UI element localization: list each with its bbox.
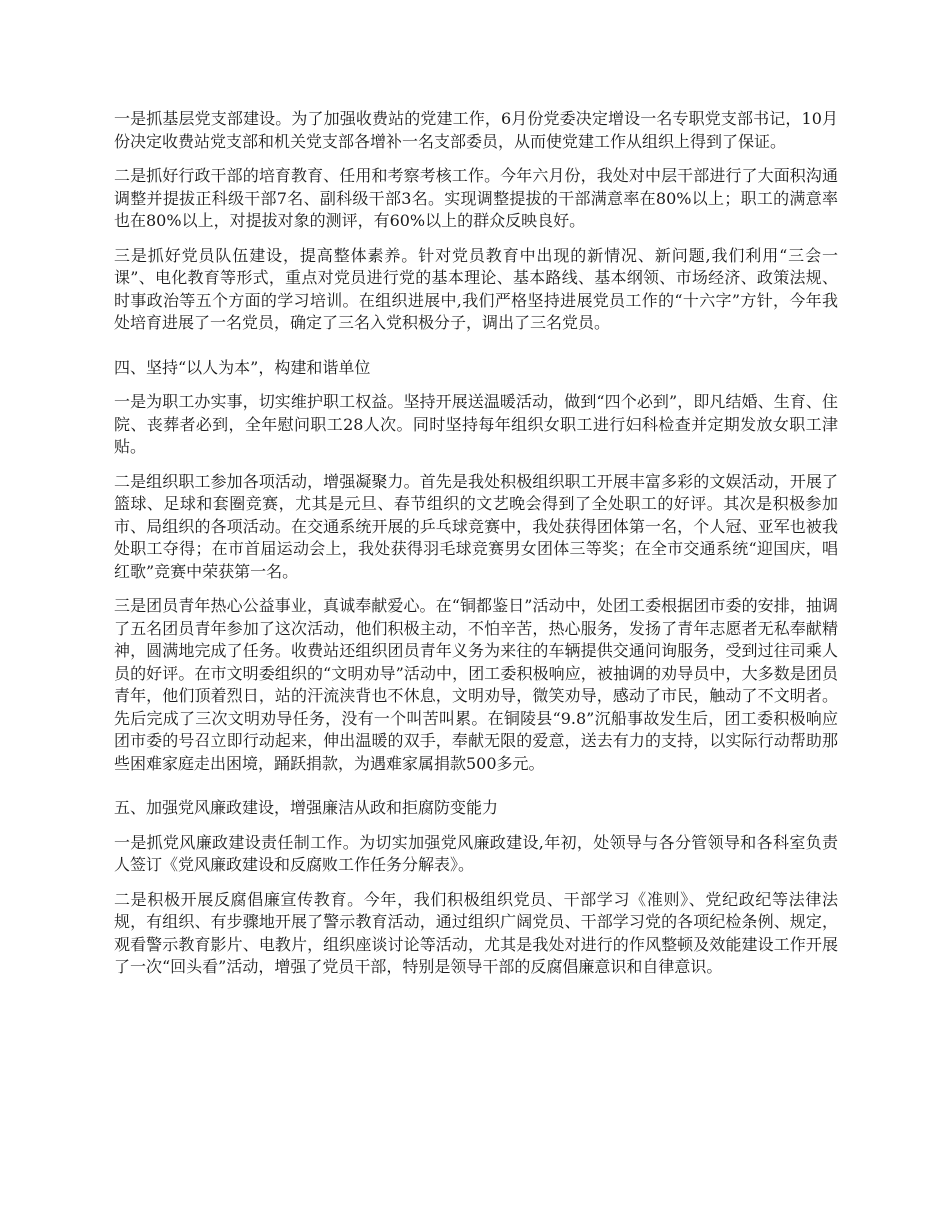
section-heading-integrity: 五、加强党风廉政建设，增强廉洁从政和拒腐防变能力 bbox=[114, 798, 499, 817]
paragraph-responsibility: 一是抓党风廉政建设责任制工作。为切实加强党风廉政建设,年初，处领导与各分管领导和各科室负责人签订《党风廉政建设和反腐败工作任务分解表》。 bbox=[114, 832, 838, 874]
document-page bbox=[114, 108, 838, 991]
section-heading-people-oriented: 四、坚持“以人为本”，构建和谐单位 bbox=[114, 357, 371, 377]
paragraph-cadre-training: 二是抓好行政干部的培育教育、任用和考察考核工作。今年六月份，我处对中层干部进行了大面积沟通调整并提拔正科级干部7名、副科级干部3名。实现调整提拔的干部满意率在80%以上；职工的满意率也在80%以上，对提拔对象的测评，有60%以上的群众反映良好。 bbox=[114, 166, 838, 230]
paragraph-worker-rights: 一是为职工办实事，切实维护职工权益。坚持开展送温暖活动，做到“四个必到”，即凡结婚、生育、住院、丧葬者必到，全年慰问职工28人次。同时坚持每年组织女职工进行妇科检查并定期发放女职工津贴。 bbox=[114, 392, 838, 456]
paragraph-party-members: 三是抓好党员队伍建设，提高整体素养。针对党员教育中出现的新情况、新问题,我们利用“三会一课”、电化教育等形式，重点对党员进行党的基本理论、基本路线、基本纲领、市场经济、政策法规、时事政治等五个方面的学习培训。在组织进展中,我们严格坚持进展党员工作的“十六字”方针，今年我处培育进展了一名党员，确定了三名入党积极分子，调出了三名党员。 bbox=[114, 245, 838, 332]
paragraph-anti-corruption: 二是积极开展反腐倡廉宣传教育。今年，我们积极组织党员、干部学习《准则》、党纪政纪等法律法规，有组织、有步骤地开展了警示教育活动，通过组织广阔党员、干部学习党的各项纪检条例、规定，观看警示教育影片、电教片，组织座谈讨论等活动，尤其是我处对进行的作风整顿及效能建设工作开展了一次“回头看”活动，增强了党员干部，特别是领导干部的反腐倡廉意识和自律意识。 bbox=[114, 889, 838, 976]
paragraph-activities: 二是组织职工参加各项活动，增强凝聚力。首先是我处积极组织职工开展丰富多彩的文娱活动，开展了篮球、足球和套圈竞赛，尤其是元旦、春节组织的文艺晚会得到了全处职工的好评。其次是积极参加市、局组织的各项活动。在交通系统开展的乒乓球竞赛中，我处获得团体第一名，个人冠、亚军也被我处职工夺得；在市首届运动会上，我处获得羽毛球竞赛男女团体三等奖；在全市交通系统“迎国庆，唱红歌”竞赛中荣获第一名。 bbox=[114, 471, 838, 581]
paragraph-party-branch: 一是抓基层党支部建设。为了加强收费站的党建工作，6月份党委决定增设一名专职党支部书记，10月份决定收费站党支部和机关党支部各增补一名支部委员，从而使党建工作从组织上得到了保证。 bbox=[114, 109, 838, 151]
paragraph-youth-volunteer: 三是团员青年热心公益事业，真诚奉献爱心。在“铜都鉴日”活动中，处团工委根据团市委的安排，抽调了五名团员青年参加了这次活动，他们积极主动，不怕辛苦，热心服务，发扬了青年志愿者无私奉献精神，圆满地完成了任务。收费站还组织团员青年义务为来往的车辆提供交通问询服务，受到过往司乘人员的好评。在市文明委组织的“文明劝导”活动中，团工委积极响应，被抽调的劝导员中，大多数是团员青年，他们顶着烈日，站的汗流浃背也不休息，文明劝导，微笑劝导，感动了市民，触动了不文明者。先后完成了三次文明劝导任务，没有一个叫苦叫累。在铜陵县“9.8”沉船事故发生后，团工委积极响应团市委的号召立即行动起来，伸出温暖的双手，奉献无限的爱意，送去有力的支持，以实际行动帮助那些困难家庭走出困境，踊跃捐款，为遇难家属捐款500多元。 bbox=[114, 596, 838, 773]
